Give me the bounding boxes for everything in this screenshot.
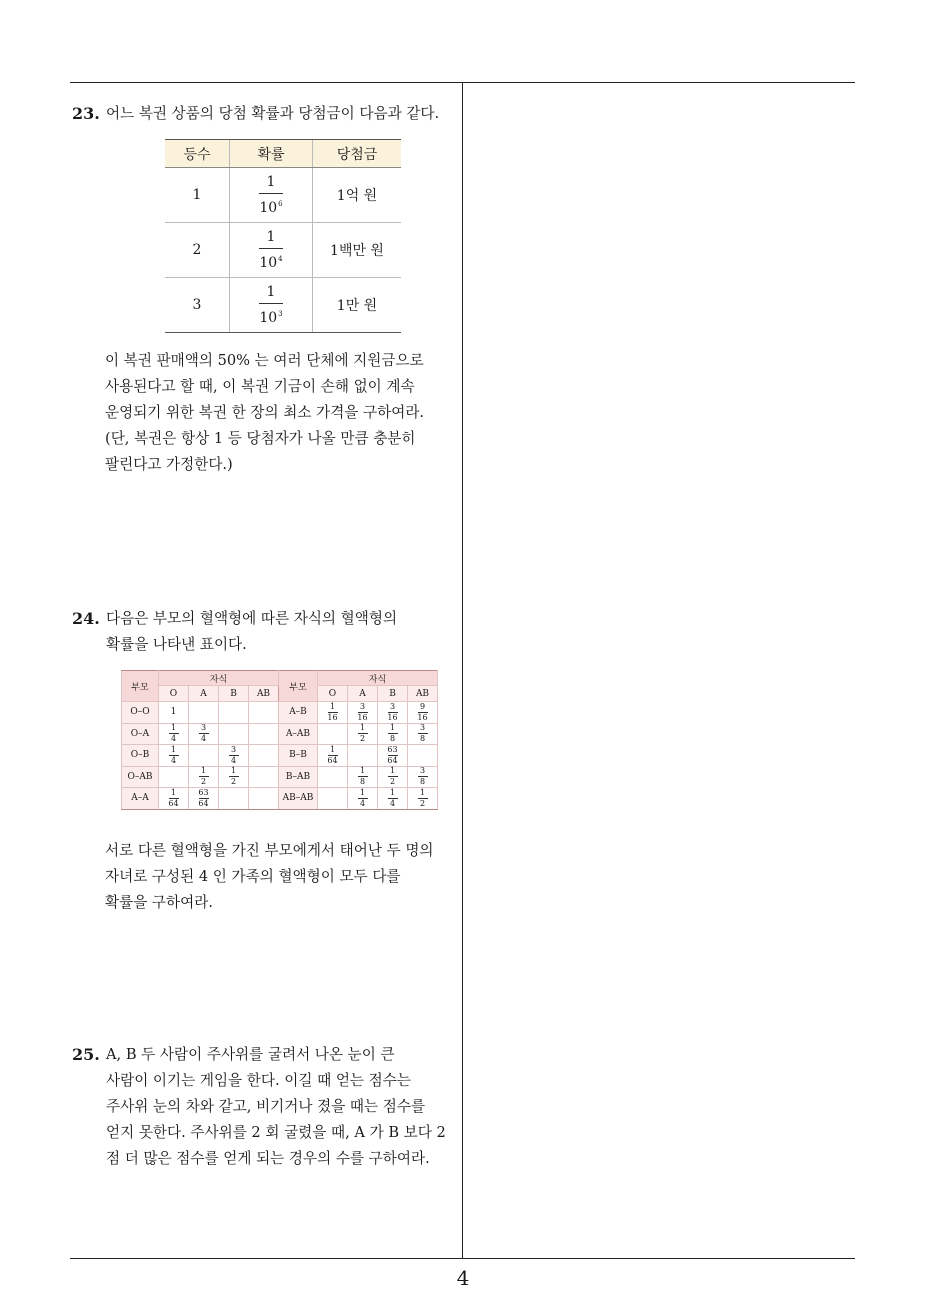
- probability-cell: [249, 788, 279, 810]
- problem-question-line: 다음은 부모의 혈액형에 따른 자식의 혈액형의: [106, 610, 398, 627]
- numerator: 3: [359, 701, 366, 711]
- numerator: 1: [230, 766, 237, 776]
- text-line: 사람이 이기는 게임을 한다. 이길 때 얻는 점수는: [106, 1072, 411, 1089]
- denominator: 2: [419, 798, 426, 808]
- fraction: [417, 703, 427, 722]
- fraction: [388, 724, 398, 743]
- fraction: [418, 789, 428, 808]
- denominator: 8: [419, 777, 426, 787]
- blood-type-header: A: [348, 686, 378, 702]
- problem-number: 24.: [72, 609, 100, 628]
- base: 10: [259, 199, 278, 216]
- probability-cell: [408, 745, 438, 767]
- denominator: [259, 196, 282, 217]
- fraction: [358, 767, 368, 786]
- text-line: 확률을 구하여라.: [105, 894, 213, 911]
- fraction-bar: [259, 193, 283, 194]
- fraction: [259, 284, 283, 327]
- probability-cell: [189, 745, 219, 767]
- table-row: [122, 766, 438, 788]
- probability-cell: [408, 723, 438, 745]
- probability-cell: [159, 788, 189, 810]
- blood-type-header: O: [318, 686, 348, 702]
- numerator: 1: [359, 787, 366, 797]
- fraction: [168, 789, 178, 808]
- fraction: [387, 746, 397, 765]
- text-line: (단, 복권은 항상 1 등 당첨자가 나올 만큼 충분히: [105, 430, 416, 447]
- denominator: 64: [168, 798, 179, 808]
- probability-cell: [348, 745, 378, 767]
- parent-pair: A–B: [279, 702, 318, 724]
- page-number: 4: [456, 1266, 470, 1290]
- probability-cell: [219, 766, 249, 788]
- probability-cell: [159, 745, 189, 767]
- numerator: 1: [329, 744, 336, 754]
- denominator: 64: [387, 755, 398, 765]
- probability-cell: [230, 278, 313, 333]
- fraction: [229, 746, 239, 765]
- probability-cell: [318, 745, 348, 767]
- fraction: [259, 229, 283, 272]
- probability-cell: [230, 168, 313, 223]
- parent-pair: A–A: [122, 788, 159, 810]
- fraction: [387, 703, 397, 722]
- problem-number: 25.: [72, 1045, 100, 1064]
- probability-cell: [230, 223, 313, 278]
- denominator: 2: [200, 777, 207, 787]
- parent-header: 부모: [122, 671, 159, 702]
- denominator: 16: [327, 712, 338, 722]
- fraction: [169, 746, 179, 765]
- base: 10: [259, 254, 278, 271]
- problem-question: 어느 복권 상품의 당첨 확률과 당첨금이 다음과 같다.: [106, 105, 440, 122]
- fraction: [418, 724, 428, 743]
- blood-type-header: O: [159, 686, 189, 702]
- header-rank: 등수: [165, 140, 230, 168]
- problem-24: [72, 606, 458, 658]
- numerator: 1: [266, 283, 276, 300]
- parent-pair: B–B: [279, 745, 318, 767]
- problem-23-body: [105, 348, 465, 478]
- exponent: 4: [278, 254, 283, 263]
- blood-type-header: AB: [408, 686, 438, 702]
- probability-cell: [219, 788, 249, 810]
- table-row: [122, 702, 438, 724]
- probability-cell: [249, 745, 279, 767]
- table-row: [122, 723, 438, 745]
- parent-pair: O–A: [122, 723, 159, 745]
- text-line: 운영되기 위한 복권 한 장의 최소 가격을 구하여라.: [105, 404, 425, 421]
- numerator: 63: [387, 744, 398, 754]
- numerator: 3: [419, 766, 426, 776]
- numerator: 1: [389, 766, 396, 776]
- numerator: 1: [200, 766, 207, 776]
- exponent: 3: [278, 309, 283, 318]
- parent-pair: O–O: [122, 702, 159, 724]
- table-row: [165, 223, 401, 278]
- fraction: [199, 767, 209, 786]
- probability-cell: [378, 745, 408, 767]
- fraction: [358, 789, 368, 808]
- probability-cell: [318, 702, 348, 724]
- child-header: 자식: [318, 671, 438, 686]
- denominator: 2: [359, 734, 366, 744]
- fraction: [199, 724, 209, 743]
- parent-pair: O–AB: [122, 766, 159, 788]
- numerator: 1: [170, 744, 177, 754]
- fraction: [418, 767, 428, 786]
- fraction: [357, 703, 367, 722]
- denominator: 8: [419, 734, 426, 744]
- denominator: 4: [200, 734, 207, 744]
- bottom-rule: [70, 1258, 855, 1259]
- probability-cell: [219, 745, 249, 767]
- base: 10: [259, 309, 278, 326]
- parent-header: 부모: [279, 671, 318, 702]
- blood-type-header: A: [189, 686, 219, 702]
- problem-24-body: [105, 838, 465, 916]
- probability-cell: [378, 788, 408, 810]
- probability-cell: [189, 766, 219, 788]
- table-row: [165, 168, 401, 223]
- probability-cell: [408, 766, 438, 788]
- probability-cell: [189, 788, 219, 810]
- denominator: [259, 251, 282, 272]
- denominator: 4: [359, 798, 366, 808]
- denominator: 64: [198, 798, 209, 808]
- probability-cell: [408, 702, 438, 724]
- denominator: 4: [170, 734, 177, 744]
- probability-cell: [159, 702, 189, 724]
- numerator: 1: [359, 766, 366, 776]
- parent-pair: B–AB: [279, 766, 318, 788]
- child-header: 자식: [159, 671, 279, 686]
- text-line: A, B 두 사람이 주사위를 굴려서 나온 눈이 큰: [106, 1046, 395, 1063]
- probability-cell: [408, 788, 438, 810]
- blood-type-header: B: [219, 686, 249, 702]
- blood-type-header: AB: [249, 686, 279, 702]
- problem-23: [72, 101, 458, 127]
- rank-cell: 2: [165, 223, 230, 278]
- fraction: [358, 724, 368, 743]
- denominator: 64: [327, 755, 338, 765]
- text-line: 점 더 많은 점수를 얻게 되는 경우의 수를 구하여라.: [106, 1150, 430, 1167]
- probability-cell: [378, 723, 408, 745]
- denominator: 16: [387, 712, 398, 722]
- probability-cell: [249, 766, 279, 788]
- probability-cell: [189, 723, 219, 745]
- probability-cell: [159, 766, 189, 788]
- fraction: [198, 789, 208, 808]
- numerator: 3: [419, 723, 426, 733]
- probability-value: 1: [170, 707, 177, 718]
- probability-cell: [318, 766, 348, 788]
- probability-cell: [348, 788, 378, 810]
- fraction: [229, 767, 239, 786]
- header-probability: 확률: [230, 140, 313, 168]
- denominator: 4: [170, 755, 177, 765]
- rank-cell: 1: [165, 168, 230, 223]
- header-prize: 당첨금: [313, 140, 402, 168]
- numerator: 1: [266, 173, 276, 190]
- denominator: 2: [389, 777, 396, 787]
- probability-cell: [318, 788, 348, 810]
- numerator: 1: [266, 228, 276, 245]
- probability-cell: [189, 702, 219, 724]
- fraction: [169, 724, 179, 743]
- fraction-bar: [259, 248, 283, 249]
- probability-cell: [378, 702, 408, 724]
- denominator: 2: [230, 777, 237, 787]
- denominator: 16: [417, 712, 428, 722]
- blood-type-header: B: [378, 686, 408, 702]
- problem-25: [72, 1042, 458, 1172]
- text-line: 사용된다고 할 때, 이 복권 기금이 손해 없이 계속: [105, 378, 415, 395]
- numerator: 1: [389, 723, 396, 733]
- numerator: 1: [389, 787, 396, 797]
- table-row: [165, 278, 401, 333]
- fraction: [327, 703, 337, 722]
- denominator: 16: [357, 712, 368, 722]
- numerator: 63: [198, 787, 209, 797]
- probability-cell: [219, 723, 249, 745]
- probability-cell: [219, 702, 249, 724]
- text-line: 얻지 못한다. 주사위를 2 회 굴렸을 때, A 가 B 보다 2: [106, 1124, 446, 1141]
- lottery-table: [165, 139, 401, 333]
- prize-cell: 1백만 원: [313, 223, 402, 278]
- probability-cell: [249, 723, 279, 745]
- numerator: 1: [359, 723, 366, 733]
- denominator: 8: [359, 777, 366, 787]
- text-line: 서로 다른 혈액형을 가진 부모에게서 태어난 두 명의: [105, 842, 434, 859]
- numerator: 3: [389, 701, 396, 711]
- numerator: 3: [230, 744, 237, 754]
- numerator: 9: [419, 701, 426, 711]
- denominator: 4: [389, 798, 396, 808]
- numerator: 3: [200, 723, 207, 733]
- prize-cell: 1억 원: [313, 168, 402, 223]
- text-line: 팔린다고 가정한다.): [105, 456, 233, 473]
- parent-pair: O–B: [122, 745, 159, 767]
- column-divider: [462, 82, 463, 1259]
- numerator: 1: [329, 701, 336, 711]
- blood-type-table: [121, 670, 438, 810]
- text-line: 이 복권 판매액의 50% 는 여러 단체에 지원금으로: [105, 352, 424, 369]
- probability-cell: [348, 702, 378, 724]
- text-line: 자녀로 구성된 4 인 가족의 혈액형이 모두 다를: [105, 868, 401, 885]
- numerator: 1: [170, 723, 177, 733]
- probability-cell: [348, 723, 378, 745]
- fraction: [388, 789, 398, 808]
- probability-cell: [348, 766, 378, 788]
- numerator: 1: [170, 787, 177, 797]
- problem-number: 23.: [72, 104, 100, 123]
- parent-pair: A–AB: [279, 723, 318, 745]
- prize-cell: 1만 원: [313, 278, 402, 333]
- probability-cell: [318, 723, 348, 745]
- fraction: [388, 767, 398, 786]
- table-row: [122, 788, 438, 810]
- fraction-bar: [259, 303, 283, 304]
- table-row: [122, 745, 438, 767]
- text-line: 주사위 눈의 차와 같고, 비기거나 졌을 때는 점수를: [106, 1098, 426, 1115]
- probability-cell: [378, 766, 408, 788]
- denominator: [259, 306, 282, 327]
- probability-cell: [159, 723, 189, 745]
- denominator: 8: [389, 734, 396, 744]
- fraction: [259, 174, 283, 217]
- fraction: [327, 746, 337, 765]
- problem-question-line: 확률을 나타낸 표이다.: [106, 636, 247, 653]
- probability-cell: [249, 702, 279, 724]
- denominator: 4: [230, 755, 237, 765]
- parent-pair: AB–AB: [279, 788, 318, 810]
- rank-cell: 3: [165, 278, 230, 333]
- exponent: 6: [278, 199, 283, 208]
- numerator: 1: [419, 787, 426, 797]
